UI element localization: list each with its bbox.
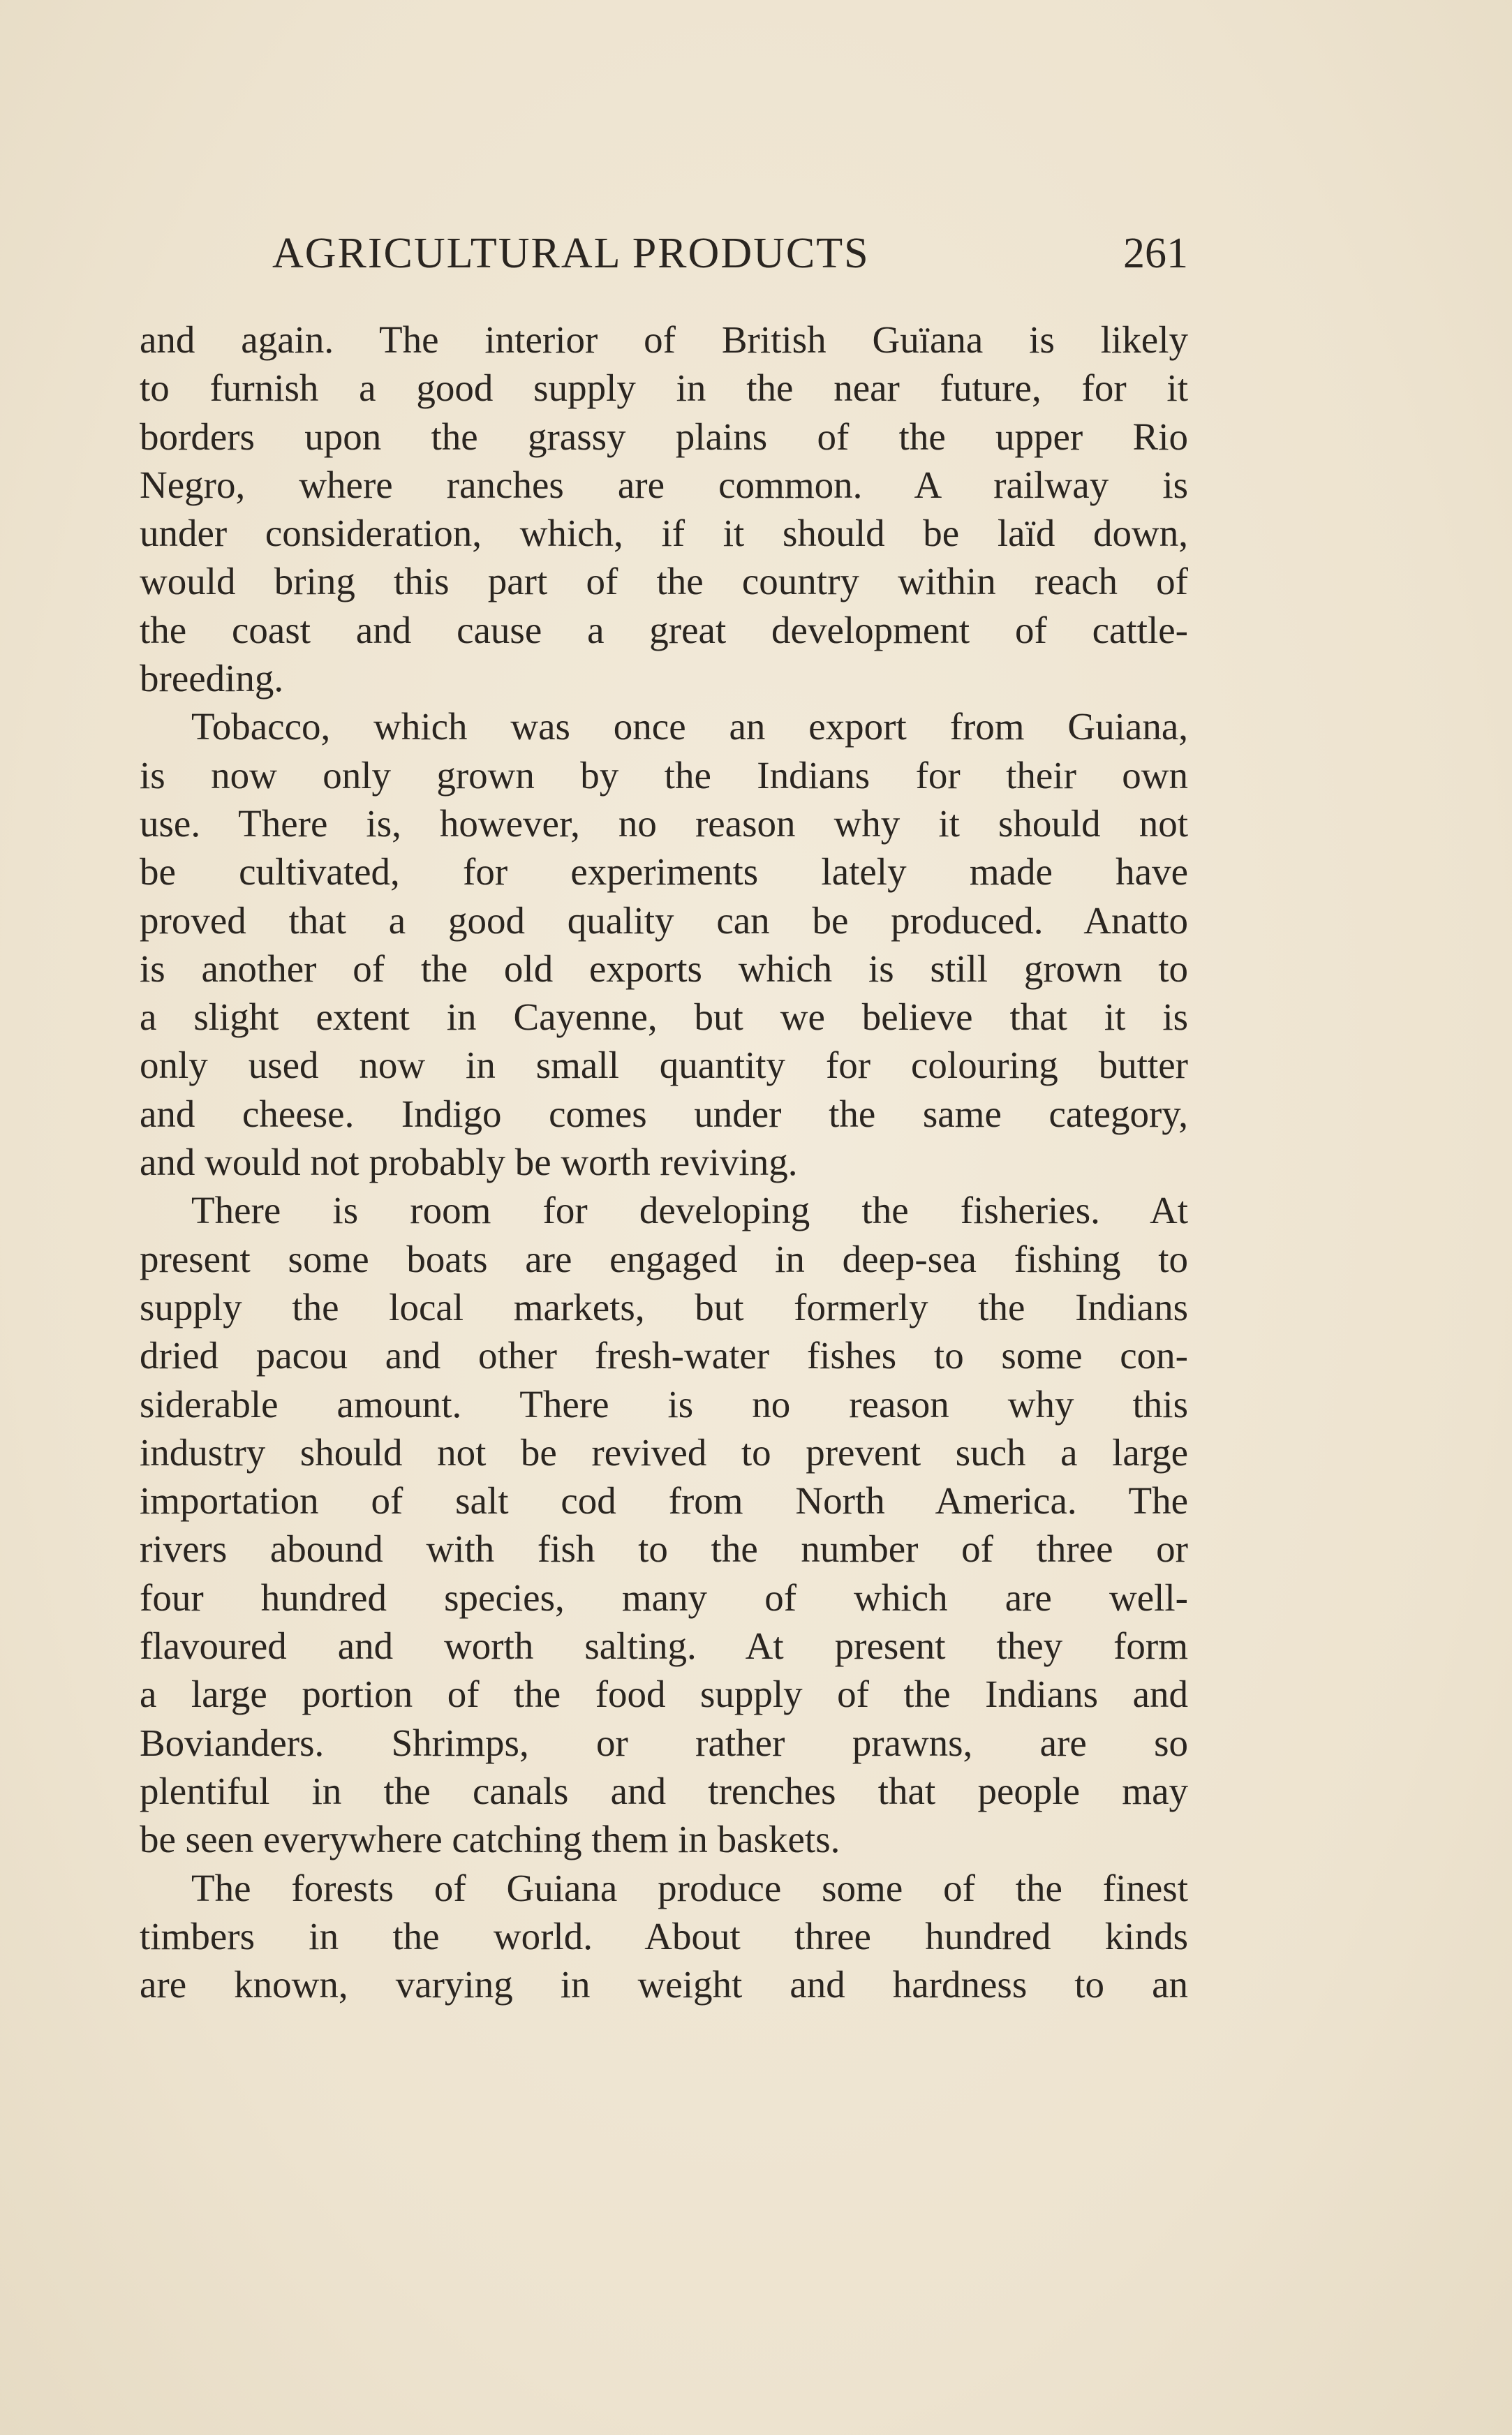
- text-line: only used now in small quantity for colouring butter: [140, 1044, 1188, 1087]
- text-line: siderable amount. There is no reason why this: [140, 1382, 1188, 1426]
- text-line: be cultivated, for experiments lately made have: [140, 850, 1188, 894]
- text-line: are known, varying in weight and hardness to an: [140, 1963, 1188, 2006]
- text-line: supply the local markets, but formerly the Indians: [140, 1285, 1188, 1328]
- text-line: to furnish a good supply in the near future, for it: [140, 367, 1188, 410]
- text-line: dried pacou and other fresh-water fishes to some con-: [140, 1334, 1188, 1377]
- text-line: Tobacco, which was once an export from Guiana,: [191, 705, 1188, 748]
- running-head: AGRICULTURAL PRODUCTS: [272, 230, 870, 277]
- text-line: be seen everywhere catching them in baskets.: [140, 1818, 840, 1861]
- text-line: a slight extent in Cayenne, but we believe that it is: [140, 996, 1188, 1039]
- text-line: use. There is, however, no reason why it should not: [140, 801, 1188, 845]
- text-line: under consideration, which, if it should be laïd down,: [140, 512, 1188, 555]
- page-header: [140, 222, 1188, 285]
- text-line: is another of the old exports which is still grown to: [140, 947, 1188, 990]
- text-line: the coast and cause a great development of cattle-: [140, 608, 1188, 651]
- text-line: is now only grown by the Indians for their own: [140, 753, 1188, 797]
- text-line: four hundred species, many of which are well-: [140, 1576, 1188, 1619]
- page-number: 261: [1123, 230, 1188, 277]
- text-line: borders upon the grassy plains of the upper Rio: [140, 415, 1188, 458]
- text-line: There is room for developing the fisheries. At: [191, 1189, 1188, 1232]
- text-line: rivers abound with fish to the number of three or: [140, 1527, 1188, 1571]
- text-line: breeding.: [140, 657, 284, 700]
- text-line: present some boats are engaged in deep-sea fishing to: [140, 1237, 1188, 1280]
- text-line: and cheese. Indigo comes under the same category,: [140, 1092, 1188, 1135]
- body-text: [140, 316, 1188, 2008]
- text-line: flavoured and worth salting. At present they form: [140, 1624, 1188, 1668]
- text-line: and would not probably be worth reviving.: [140, 1141, 798, 1184]
- text-line: industry should not be revived to prevent such a large: [140, 1430, 1188, 1474]
- text-line: would bring this part of the country within reach of: [140, 560, 1188, 603]
- text-line: importation of salt cod from North America. The: [140, 1479, 1188, 1523]
- text-line: timbers in the world. About three hundred kinds: [140, 1914, 1188, 1957]
- text-line: plentiful in the canals and trenches that people may: [140, 1769, 1188, 1812]
- text-line: a large portion of the food supply of the Indians and: [140, 1673, 1188, 1716]
- text-line: Bovianders. Shrimps, or rather prawns, are so: [140, 1721, 1188, 1764]
- text-line: and again. The interior of British Guïana is likely: [140, 318, 1188, 361]
- text-line: Negro, where ranches are common. A railway is: [140, 463, 1188, 506]
- text-line: The forests of Guiana produce some of the finest: [191, 1866, 1188, 1909]
- text-line: proved that a good quality can be produced. Anatto: [140, 898, 1188, 942]
